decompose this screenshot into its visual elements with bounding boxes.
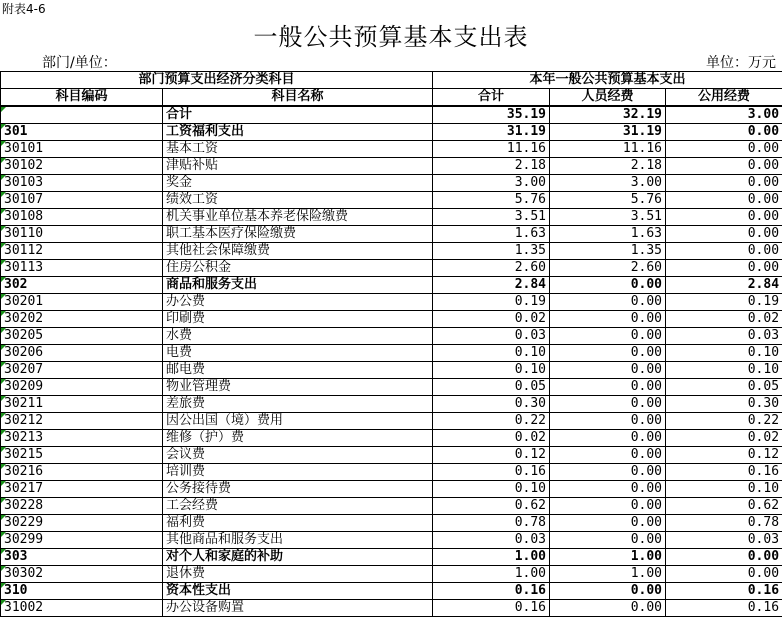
header-total: 合计	[433, 89, 550, 107]
row-name: 合计	[163, 106, 433, 124]
row-personnel: 0.00	[550, 481, 666, 498]
page-title: 一般公共预算基本支出表	[0, 20, 782, 54]
table-row	[1, 226, 782, 243]
row-code: 301	[1, 124, 163, 141]
row-code: 30201	[1, 294, 163, 311]
row-public: 0.00	[666, 226, 782, 243]
row-code: 30108	[1, 209, 163, 226]
row-total: 0.02	[433, 311, 550, 328]
row-name: 退休费	[163, 566, 433, 583]
row-code: 30113	[1, 260, 163, 277]
row-total: 0.16	[433, 600, 550, 617]
row-personnel: 1.35	[550, 243, 666, 260]
header-name: 科目名称	[163, 89, 433, 107]
table-row	[1, 328, 782, 345]
row-public: 0.00	[666, 243, 782, 260]
row-name: 因公出国（境）费用	[163, 413, 433, 430]
row-name: 电费	[163, 345, 433, 362]
row-personnel: 0.00	[550, 345, 666, 362]
table-row	[1, 141, 782, 158]
table-row	[1, 311, 782, 328]
row-public: 0.30	[666, 396, 782, 413]
header-group-budget: 本年一般公共预算基本支出	[433, 72, 782, 89]
row-total: 0.05	[433, 379, 550, 396]
header-column-row	[1, 89, 782, 107]
row-personnel: 0.00	[550, 515, 666, 532]
row-code: 30217	[1, 481, 163, 498]
row-name: 机关事业单位基本养老保险缴费	[163, 209, 433, 226]
row-total: 1.63	[433, 226, 550, 243]
row-name: 邮电费	[163, 362, 433, 379]
row-code: 30212	[1, 413, 163, 430]
row-name: 公务接待费	[163, 481, 433, 498]
row-public: 0.19	[666, 294, 782, 311]
row-total: 2.60	[433, 260, 550, 277]
row-personnel: 0.00	[550, 600, 666, 617]
row-name: 其他商品和服务支出	[163, 532, 433, 549]
header-code: 科目编码	[1, 89, 163, 107]
row-public: 0.00	[666, 175, 782, 192]
row-name: 福利费	[163, 515, 433, 532]
row-total: 0.22	[433, 413, 550, 430]
table-row	[1, 209, 782, 226]
row-personnel: 0.00	[550, 328, 666, 345]
row-name: 住房公积金	[163, 260, 433, 277]
table-row	[1, 447, 782, 464]
row-personnel: 3.51	[550, 209, 666, 226]
row-total: 3.00	[433, 175, 550, 192]
row-total: 1.35	[433, 243, 550, 260]
row-total: 35.19	[433, 106, 550, 124]
row-total: 0.02	[433, 430, 550, 447]
row-personnel: 0.00	[550, 430, 666, 447]
row-personnel: 32.19	[550, 106, 666, 124]
row-public: 0.03	[666, 328, 782, 345]
table-row	[1, 345, 782, 362]
table-row	[1, 243, 782, 260]
row-total: 0.12	[433, 447, 550, 464]
row-name: 工会经费	[163, 498, 433, 515]
row-code: 30205	[1, 328, 163, 345]
row-code: 30229	[1, 515, 163, 532]
row-name: 印刷费	[163, 311, 433, 328]
row-public: 0.12	[666, 447, 782, 464]
table-row	[1, 260, 782, 277]
row-code: 30302	[1, 566, 163, 583]
row-name: 工资福利支出	[163, 124, 433, 141]
row-total: 1.00	[433, 549, 550, 566]
row-personnel: 0.00	[550, 362, 666, 379]
row-name: 办公设备购置	[163, 600, 433, 617]
row-public: 0.05	[666, 379, 782, 396]
row-public: 0.62	[666, 498, 782, 515]
header-group-row	[1, 72, 782, 89]
table-row	[1, 175, 782, 192]
table-row	[1, 192, 782, 209]
row-code: 30209	[1, 379, 163, 396]
row-personnel: 1.00	[550, 566, 666, 583]
row-total: 0.78	[433, 515, 550, 532]
row-name: 商品和服务支出	[163, 277, 433, 294]
row-code: 30102	[1, 158, 163, 175]
header-personnel: 人员经费	[550, 89, 666, 107]
row-total: 0.03	[433, 532, 550, 549]
annex-label: 附表4-6	[2, 2, 46, 16]
row-code: 310	[1, 583, 163, 600]
row-public: 0.16	[666, 464, 782, 481]
row-name: 物业管理费	[163, 379, 433, 396]
row-total: 0.03	[433, 328, 550, 345]
row-name: 培训费	[163, 464, 433, 481]
table-row	[1, 106, 782, 124]
row-public: 0.00	[666, 549, 782, 566]
row-total: 0.16	[433, 464, 550, 481]
row-personnel: 3.00	[550, 175, 666, 192]
row-total: 0.62	[433, 498, 550, 515]
row-code: 30299	[1, 532, 163, 549]
row-total: 3.51	[433, 209, 550, 226]
row-personnel: 0.00	[550, 277, 666, 294]
row-name: 资本性支出	[163, 583, 433, 600]
department-label: 部门/单位：	[42, 55, 117, 71]
row-name: 其他社会保障缴费	[163, 243, 433, 260]
row-personnel: 0.00	[550, 498, 666, 515]
row-public: 0.00	[666, 209, 782, 226]
row-total: 0.10	[433, 481, 550, 498]
row-code: 30216	[1, 464, 163, 481]
row-code: 30107	[1, 192, 163, 209]
row-name: 津贴补贴	[163, 158, 433, 175]
row-code: 30228	[1, 498, 163, 515]
row-name: 维修（护）费	[163, 430, 433, 447]
row-code: 302	[1, 277, 163, 294]
unit-label: 单位：万元	[706, 55, 776, 71]
row-code: 30112	[1, 243, 163, 260]
row-public: 0.00	[666, 192, 782, 209]
table-row	[1, 583, 782, 600]
table-row	[1, 515, 782, 532]
row-name: 基本工资	[163, 141, 433, 158]
row-total: 0.10	[433, 345, 550, 362]
row-personnel: 0.00	[550, 396, 666, 413]
row-personnel: 11.16	[550, 141, 666, 158]
row-personnel: 1.00	[550, 549, 666, 566]
row-total: 31.19	[433, 124, 550, 141]
row-personnel: 0.00	[550, 311, 666, 328]
row-public: 0.16	[666, 583, 782, 600]
row-public: 0.02	[666, 311, 782, 328]
header-public: 公用经费	[666, 89, 782, 107]
row-total: 2.18	[433, 158, 550, 175]
row-name: 职工基本医疗保险缴费	[163, 226, 433, 243]
table-row	[1, 430, 782, 447]
table-row	[1, 532, 782, 549]
table-row	[1, 464, 782, 481]
row-personnel: 0.00	[550, 379, 666, 396]
row-personnel: 0.00	[550, 294, 666, 311]
table-row	[1, 124, 782, 141]
row-name: 对个人和家庭的补助	[163, 549, 433, 566]
row-total: 2.84	[433, 277, 550, 294]
row-name: 绩效工资	[163, 192, 433, 209]
row-code: 30202	[1, 311, 163, 328]
row-code: 30215	[1, 447, 163, 464]
row-personnel: 1.63	[550, 226, 666, 243]
table-row	[1, 600, 782, 617]
row-code	[1, 106, 163, 124]
row-public: 0.10	[666, 481, 782, 498]
row-name: 水费	[163, 328, 433, 345]
row-total: 1.00	[433, 566, 550, 583]
row-code: 30211	[1, 396, 163, 413]
row-total: 0.30	[433, 396, 550, 413]
budget-table	[0, 71, 782, 617]
row-total: 0.10	[433, 362, 550, 379]
row-total: 0.16	[433, 583, 550, 600]
table-row	[1, 413, 782, 430]
row-public: 2.84	[666, 277, 782, 294]
row-name: 奖金	[163, 175, 433, 192]
row-code: 30206	[1, 345, 163, 362]
row-personnel: 0.00	[550, 413, 666, 430]
table-row	[1, 481, 782, 498]
table-row	[1, 498, 782, 515]
table-row	[1, 158, 782, 175]
row-public: 0.22	[666, 413, 782, 430]
row-code: 31002	[1, 600, 163, 617]
row-public: 0.10	[666, 362, 782, 379]
row-personnel: 0.00	[550, 447, 666, 464]
row-public: 0.03	[666, 532, 782, 549]
table-body	[1, 106, 782, 617]
row-personnel: 2.60	[550, 260, 666, 277]
header-group-classification: 部门预算支出经济分类科目	[1, 72, 433, 89]
row-personnel: 0.00	[550, 464, 666, 481]
row-name: 办公费	[163, 294, 433, 311]
row-total: 0.19	[433, 294, 550, 311]
row-code: 30101	[1, 141, 163, 158]
row-public: 0.02	[666, 430, 782, 447]
row-personnel: 5.76	[550, 192, 666, 209]
row-personnel: 2.18	[550, 158, 666, 175]
table-row	[1, 294, 782, 311]
row-public: 0.10	[666, 345, 782, 362]
row-personnel: 31.19	[550, 124, 666, 141]
table-row	[1, 379, 782, 396]
row-name: 会议费	[163, 447, 433, 464]
row-personnel: 0.00	[550, 532, 666, 549]
table-row	[1, 277, 782, 294]
table-row	[1, 566, 782, 583]
row-public: 0.00	[666, 124, 782, 141]
row-personnel: 0.00	[550, 583, 666, 600]
table-row	[1, 549, 782, 566]
row-code: 30103	[1, 175, 163, 192]
row-public: 0.78	[666, 515, 782, 532]
row-code: 30213	[1, 430, 163, 447]
row-public: 3.00	[666, 106, 782, 124]
row-public: 0.00	[666, 158, 782, 175]
row-name: 差旅费	[163, 396, 433, 413]
row-public: 0.00	[666, 566, 782, 583]
table-row	[1, 396, 782, 413]
table-row	[1, 362, 782, 379]
row-code: 30207	[1, 362, 163, 379]
row-code: 30110	[1, 226, 163, 243]
row-public: 0.16	[666, 600, 782, 617]
row-code: 303	[1, 549, 163, 566]
row-public: 0.00	[666, 260, 782, 277]
row-total: 5.76	[433, 192, 550, 209]
row-public: 0.00	[666, 141, 782, 158]
row-total: 11.16	[433, 141, 550, 158]
